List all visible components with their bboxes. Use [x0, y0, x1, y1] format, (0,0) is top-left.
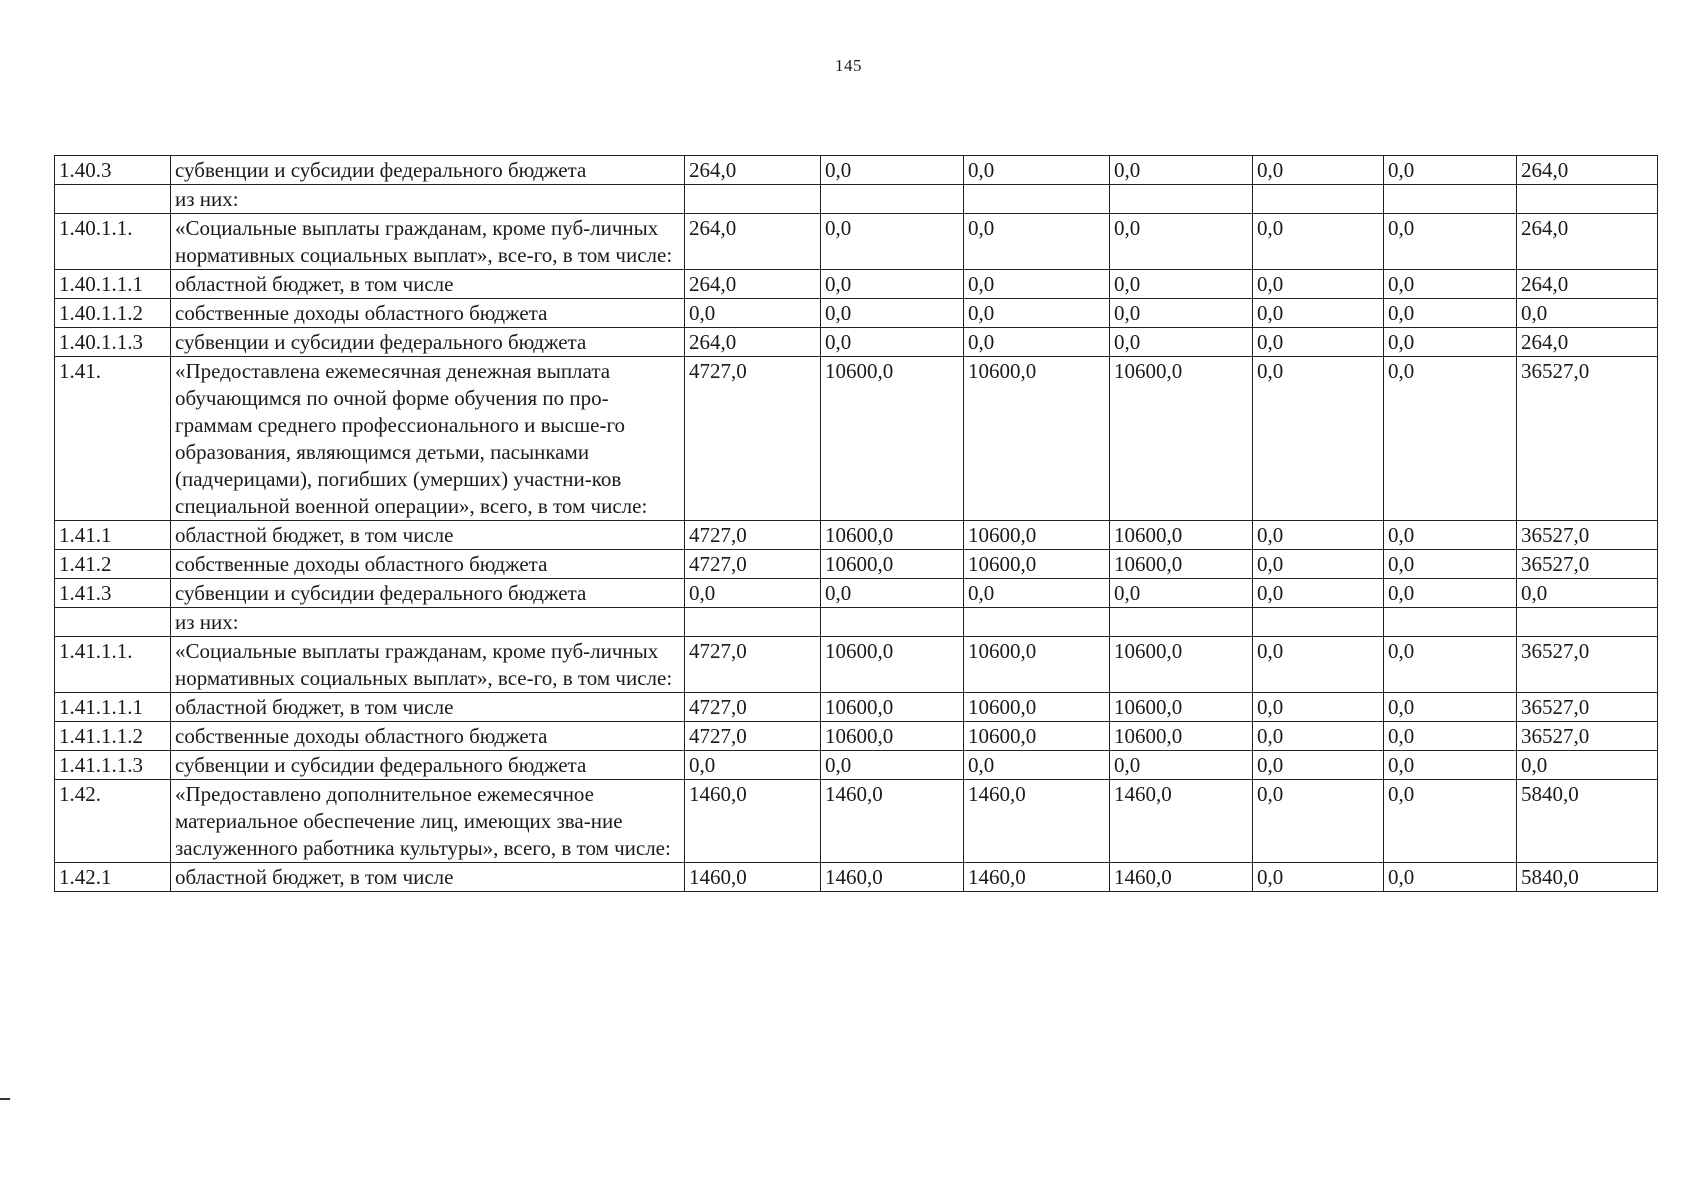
row-code: 1.41.1.1. [55, 637, 171, 693]
row-value-4: 10600,0 [1110, 693, 1253, 722]
row-code: 1.41.3 [55, 579, 171, 608]
row-value-2: 0,0 [821, 328, 964, 357]
row-value-2: 0,0 [821, 751, 964, 780]
row-value-3: 10600,0 [964, 357, 1110, 521]
row-value-5: 0,0 [1253, 299, 1384, 328]
row-value-6: 0,0 [1384, 780, 1517, 863]
row-name: из них: [171, 608, 685, 637]
row-value-3: 10600,0 [964, 693, 1110, 722]
row-value-2 [821, 185, 964, 214]
table-row [55, 608, 1658, 637]
row-value-5 [1253, 185, 1384, 214]
row-value-5: 0,0 [1253, 550, 1384, 579]
row-value-5: 0,0 [1253, 751, 1384, 780]
row-value-3: 0,0 [964, 579, 1110, 608]
row-value-1: 4727,0 [685, 693, 821, 722]
row-value-7: 5840,0 [1517, 780, 1658, 863]
row-value-6 [1384, 608, 1517, 637]
row-code: 1.41.2 [55, 550, 171, 579]
row-value-4: 10600,0 [1110, 722, 1253, 751]
row-value-6: 0,0 [1384, 637, 1517, 693]
row-value-3: 10600,0 [964, 521, 1110, 550]
row-code: 1.40.1.1.3 [55, 328, 171, 357]
row-value-3: 0,0 [964, 328, 1110, 357]
row-value-7: 264,0 [1517, 270, 1658, 299]
row-value-7: 0,0 [1517, 299, 1658, 328]
row-value-3: 10600,0 [964, 722, 1110, 751]
row-value-1: 4727,0 [685, 357, 821, 521]
table-body [55, 156, 1658, 892]
row-value-4: 10600,0 [1110, 521, 1253, 550]
row-value-5: 0,0 [1253, 328, 1384, 357]
row-value-4: 0,0 [1110, 156, 1253, 185]
row-value-3: 0,0 [964, 156, 1110, 185]
row-value-6: 0,0 [1384, 579, 1517, 608]
row-value-5: 0,0 [1253, 270, 1384, 299]
margin-mark [0, 1098, 10, 1100]
row-value-6: 0,0 [1384, 751, 1517, 780]
row-value-1: 0,0 [685, 751, 821, 780]
row-value-3: 0,0 [964, 214, 1110, 270]
row-value-2 [821, 608, 964, 637]
row-value-2: 0,0 [821, 270, 964, 299]
row-code: 1.42. [55, 780, 171, 863]
row-code: 1.41.1.1.1 [55, 693, 171, 722]
row-value-7: 36527,0 [1517, 521, 1658, 550]
row-value-4: 10600,0 [1110, 550, 1253, 579]
row-value-1: 1460,0 [685, 780, 821, 863]
row-value-7: 36527,0 [1517, 722, 1658, 751]
row-code [55, 185, 171, 214]
row-value-3: 10600,0 [964, 637, 1110, 693]
row-code: 1.40.1.1. [55, 214, 171, 270]
row-value-5: 0,0 [1253, 693, 1384, 722]
table-row [55, 328, 1658, 357]
row-value-1 [685, 185, 821, 214]
row-value-4: 0,0 [1110, 214, 1253, 270]
table-row [55, 214, 1658, 270]
row-name: «Социальные выплаты гражданам, кроме пуб-личных нормативных социальных выплат», все-го, в том числе: [171, 214, 685, 270]
row-name: областной бюджет, в том числе [171, 693, 685, 722]
row-name: собственные доходы областного бюджета [171, 550, 685, 579]
row-value-6: 0,0 [1384, 521, 1517, 550]
row-value-1: 4727,0 [685, 637, 821, 693]
table-row [55, 722, 1658, 751]
row-value-7: 36527,0 [1517, 637, 1658, 693]
row-value-7: 0,0 [1517, 751, 1658, 780]
table-row [55, 270, 1658, 299]
row-value-4: 0,0 [1110, 579, 1253, 608]
row-value-2: 10600,0 [821, 357, 964, 521]
row-value-4 [1110, 608, 1253, 637]
row-value-7: 264,0 [1517, 328, 1658, 357]
row-value-1: 264,0 [685, 270, 821, 299]
row-value-7: 36527,0 [1517, 693, 1658, 722]
row-code: 1.40.3 [55, 156, 171, 185]
table-row [55, 637, 1658, 693]
row-value-6: 0,0 [1384, 328, 1517, 357]
row-value-5: 0,0 [1253, 156, 1384, 185]
row-value-3: 1460,0 [964, 780, 1110, 863]
page-number: 145 [835, 56, 862, 75]
row-name: субвенции и субсидии федерального бюджета [171, 579, 685, 608]
table-row [55, 579, 1658, 608]
row-value-2: 10600,0 [821, 637, 964, 693]
row-name: субвенции и субсидии федерального бюджета [171, 156, 685, 185]
row-name: «Социальные выплаты гражданам, кроме пуб-личных нормативных социальных выплат», все-го, в том числе: [171, 637, 685, 693]
row-code: 1.42.1 [55, 863, 171, 892]
row-value-1: 0,0 [685, 299, 821, 328]
row-value-2: 10600,0 [821, 722, 964, 751]
row-value-5: 0,0 [1253, 579, 1384, 608]
row-value-6 [1384, 185, 1517, 214]
row-value-5: 0,0 [1253, 863, 1384, 892]
table-row [55, 780, 1658, 863]
row-value-6: 0,0 [1384, 156, 1517, 185]
row-code: 1.41. [55, 357, 171, 521]
row-name: собственные доходы областного бюджета [171, 299, 685, 328]
row-name: субвенции и субсидии федерального бюджета [171, 328, 685, 357]
row-value-3: 1460,0 [964, 863, 1110, 892]
row-value-1: 264,0 [685, 328, 821, 357]
row-value-7 [1517, 608, 1658, 637]
row-value-6: 0,0 [1384, 357, 1517, 521]
row-value-7: 0,0 [1517, 579, 1658, 608]
row-value-1: 4727,0 [685, 521, 821, 550]
row-value-6: 0,0 [1384, 693, 1517, 722]
table-row [55, 521, 1658, 550]
row-value-2: 0,0 [821, 214, 964, 270]
row-value-3 [964, 608, 1110, 637]
row-name: областной бюджет, в том числе [171, 863, 685, 892]
row-value-4: 0,0 [1110, 270, 1253, 299]
row-value-7: 36527,0 [1517, 550, 1658, 579]
table-row [55, 357, 1658, 521]
row-value-3 [964, 185, 1110, 214]
row-value-5: 0,0 [1253, 722, 1384, 751]
row-value-7: 264,0 [1517, 214, 1658, 270]
row-value-2: 10600,0 [821, 521, 964, 550]
row-value-5: 0,0 [1253, 780, 1384, 863]
row-value-1: 264,0 [685, 214, 821, 270]
row-name: «Предоставлено дополнительное ежемесячное материальное обеспечение лиц, имеющих зва-ние заслуженного работника культуры», всего, в том числе: [171, 780, 685, 863]
row-value-4: 0,0 [1110, 299, 1253, 328]
row-value-7 [1517, 185, 1658, 214]
row-value-1: 4727,0 [685, 722, 821, 751]
row-code: 1.40.1.1.2 [55, 299, 171, 328]
row-value-4: 10600,0 [1110, 637, 1253, 693]
table-row [55, 550, 1658, 579]
row-value-2: 0,0 [821, 579, 964, 608]
row-value-7: 264,0 [1517, 156, 1658, 185]
row-value-4: 10600,0 [1110, 357, 1253, 521]
row-code: 1.41.1.1.2 [55, 722, 171, 751]
table-row [55, 156, 1658, 185]
row-value-3: 10600,0 [964, 550, 1110, 579]
row-value-7: 5840,0 [1517, 863, 1658, 892]
table-row [55, 299, 1658, 328]
row-value-5 [1253, 608, 1384, 637]
row-value-2: 0,0 [821, 156, 964, 185]
table-row [55, 185, 1658, 214]
row-code: 1.41.1.1.3 [55, 751, 171, 780]
table-row [55, 863, 1658, 892]
row-value-1: 0,0 [685, 579, 821, 608]
row-value-6: 0,0 [1384, 722, 1517, 751]
row-value-1: 264,0 [685, 156, 821, 185]
row-value-6: 0,0 [1384, 214, 1517, 270]
row-value-4: 1460,0 [1110, 780, 1253, 863]
row-name: «Предоставлена ежемесячная денежная выплата обучающимся по очной форме обучения по про-граммам среднего профессионального и высше-го образования, являющимся детьми, пасынками (падчерицами), погибших (умерших) участни-ков специальной военной операции», всего, в том числе: [171, 357, 685, 521]
row-value-2: 1460,0 [821, 863, 964, 892]
row-value-5: 0,0 [1253, 521, 1384, 550]
row-value-4: 0,0 [1110, 751, 1253, 780]
row-name: областной бюджет, в том числе [171, 521, 685, 550]
row-value-5: 0,0 [1253, 637, 1384, 693]
row-value-1: 4727,0 [685, 550, 821, 579]
row-value-4: 1460,0 [1110, 863, 1253, 892]
budget-table [54, 155, 1658, 892]
row-value-1 [685, 608, 821, 637]
row-value-4 [1110, 185, 1253, 214]
row-value-1: 1460,0 [685, 863, 821, 892]
row-code: 1.40.1.1.1 [55, 270, 171, 299]
row-value-2: 0,0 [821, 299, 964, 328]
row-value-5: 0,0 [1253, 214, 1384, 270]
row-value-5: 0,0 [1253, 357, 1384, 521]
row-value-2: 10600,0 [821, 693, 964, 722]
row-value-3: 0,0 [964, 270, 1110, 299]
table-row [55, 693, 1658, 722]
row-value-6: 0,0 [1384, 863, 1517, 892]
row-value-6: 0,0 [1384, 270, 1517, 299]
row-name: собственные доходы областного бюджета [171, 722, 685, 751]
row-value-6: 0,0 [1384, 550, 1517, 579]
row-code: 1.41.1 [55, 521, 171, 550]
table-row [55, 751, 1658, 780]
row-value-2: 10600,0 [821, 550, 964, 579]
row-value-3: 0,0 [964, 751, 1110, 780]
row-value-7: 36527,0 [1517, 357, 1658, 521]
row-name: субвенции и субсидии федерального бюджета [171, 751, 685, 780]
row-name: из них: [171, 185, 685, 214]
row-value-3: 0,0 [964, 299, 1110, 328]
row-code [55, 608, 171, 637]
row-value-6: 0,0 [1384, 299, 1517, 328]
row-value-4: 0,0 [1110, 328, 1253, 357]
row-value-2: 1460,0 [821, 780, 964, 863]
row-name: областной бюджет, в том числе [171, 270, 685, 299]
